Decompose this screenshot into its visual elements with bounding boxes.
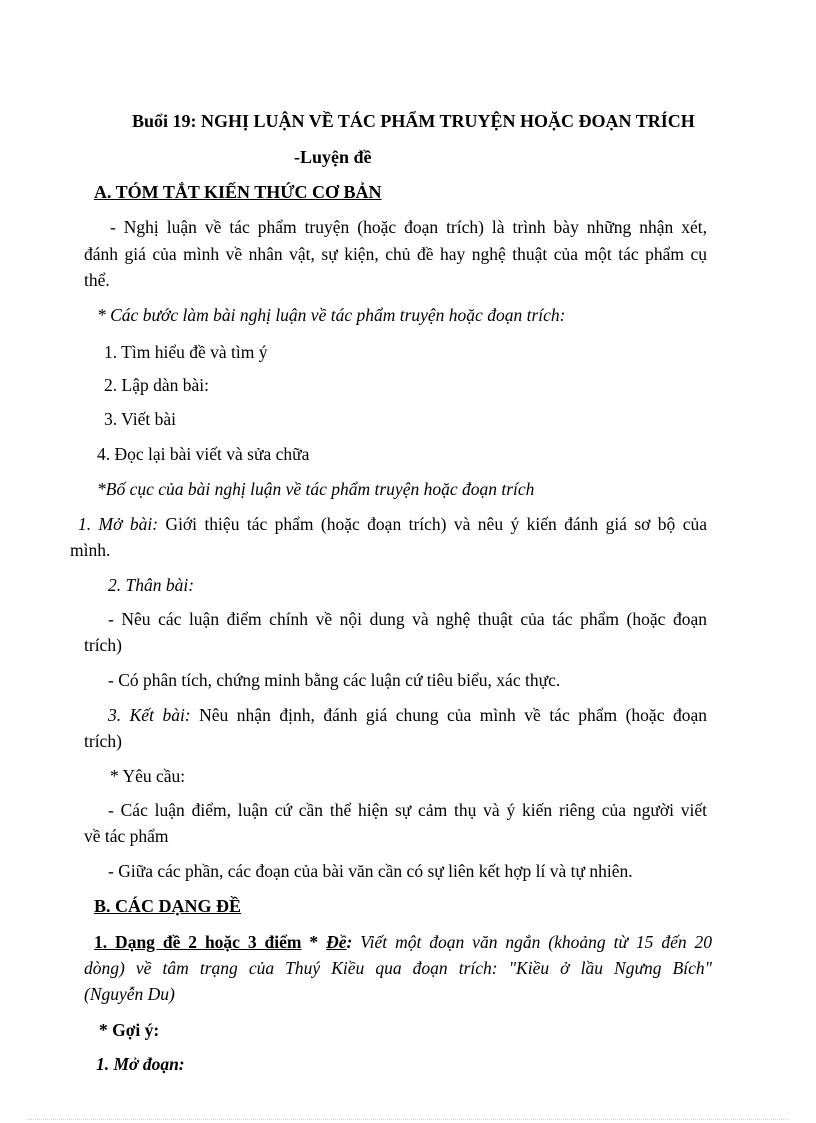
ket-bai-label: 3. Kết bài: <box>108 705 191 725</box>
than-bai-point-1-line-2: trích) <box>84 635 122 655</box>
section-a-heading: A. TÓM TẮT KIẾN THỨC CƠ BẢN <box>94 182 382 202</box>
than-bai-label: 2. Thân bài: <box>108 575 195 595</box>
ket-bai-line-1 <box>108 702 707 728</box>
prompt-text: Viết một đoạn văn ngắn (khoảng từ 15 đến 20 <box>352 932 713 952</box>
goi-y-label: * Gợi ý: <box>99 1020 160 1040</box>
mo-bai-line-1 <box>78 511 707 537</box>
than-bai-point-2: - Có phân tích, chứng minh bằng các luận cứ tiêu biểu, xác thực. <box>108 670 561 690</box>
requirement-1-line-1: - Các luận điểm, luận cứ cần thể hiện sự cảm thụ và ý kiến riêng của người viết <box>108 800 707 820</box>
mo-doan-label: 1. Mở đoạn: <box>96 1054 185 1074</box>
intro-line-3: thể. <box>84 270 110 290</box>
de-label: Đề <box>326 932 347 952</box>
mo-bai-label: 1. Mở bài: <box>78 514 159 534</box>
star-marker: * <box>301 932 327 952</box>
step-item: 4. Đọc lại bài viết và sửa chữa <box>97 444 310 464</box>
exercise-prompt-line-2: dòng) về tâm trạng của Thuý Kiều qua đoạn trích: "Kiều ở lầu Ngưng Bích" <box>84 958 712 978</box>
than-bai-point-1-line-1: - Nêu các luận điểm chính về nội dung và nghệ thuật của tác phẩm (hoặc đoạn <box>108 609 707 629</box>
page-title: Buổi 19: NGHỊ LUẬN VỀ TÁC PHẨM TRUYỆN HOẶC ĐOẠN TRÍCH <box>132 111 695 131</box>
exercise-prompt-line-1 <box>94 929 712 955</box>
step-item: 1. Tìm hiểu đề và tìm ý <box>104 342 268 362</box>
de-colon: : <box>346 932 353 952</box>
mo-bai-text: Giới thiệu tác phẩm (hoặc đoạn trích) và nêu ý kiến đánh giá sơ bộ của <box>158 514 707 534</box>
intro-line-1: - Nghị luận về tác phẩm truyện (hoặc đoạn trích) là trình bày những nhận xét, <box>110 217 707 237</box>
ket-bai-text: Nêu nhận định, đánh giá chung của mình về tác phẩm (hoặc đoạn <box>190 705 707 725</box>
mo-bai-line-2: mình. <box>70 540 111 560</box>
page-subtitle: -Luyện đề <box>294 147 372 167</box>
requirement-2: - Giữa các phần, các đoạn của bài văn cần có sự liên kết hợp lí và tự nhiên. <box>108 861 633 881</box>
section-b-heading: B. CÁC DẠNG ĐỀ <box>94 896 242 916</box>
step-item: 3. Viết bài <box>104 409 177 429</box>
intro-line-2: đánh giá của mình về nhân vật, sự kiện, chủ đề hay nghệ thuật của một tác phẩm cụ <box>84 244 707 264</box>
exercise-type-label: 1. Dạng đề 2 hoặc 3 điểm <box>94 932 302 952</box>
requirement-1-line-2: về tác phẩm <box>84 826 169 846</box>
exercise-prompt-line-3: (Nguyễn Du) <box>84 984 175 1004</box>
step-item: 2. Lập dàn bài: <box>104 375 209 395</box>
page-bottom-divider <box>28 1119 788 1120</box>
layout-heading: *Bố cục của bài nghị luận về tác phẩm truyện hoặc đoạn trích <box>97 479 535 499</box>
ket-bai-line-2: trích) <box>84 731 122 751</box>
steps-heading: * Các bước làm bài nghị luận về tác phẩm truyện hoặc đoạn trích: <box>97 305 566 325</box>
yeu-cau-label: * Yêu cầu: <box>110 766 186 786</box>
